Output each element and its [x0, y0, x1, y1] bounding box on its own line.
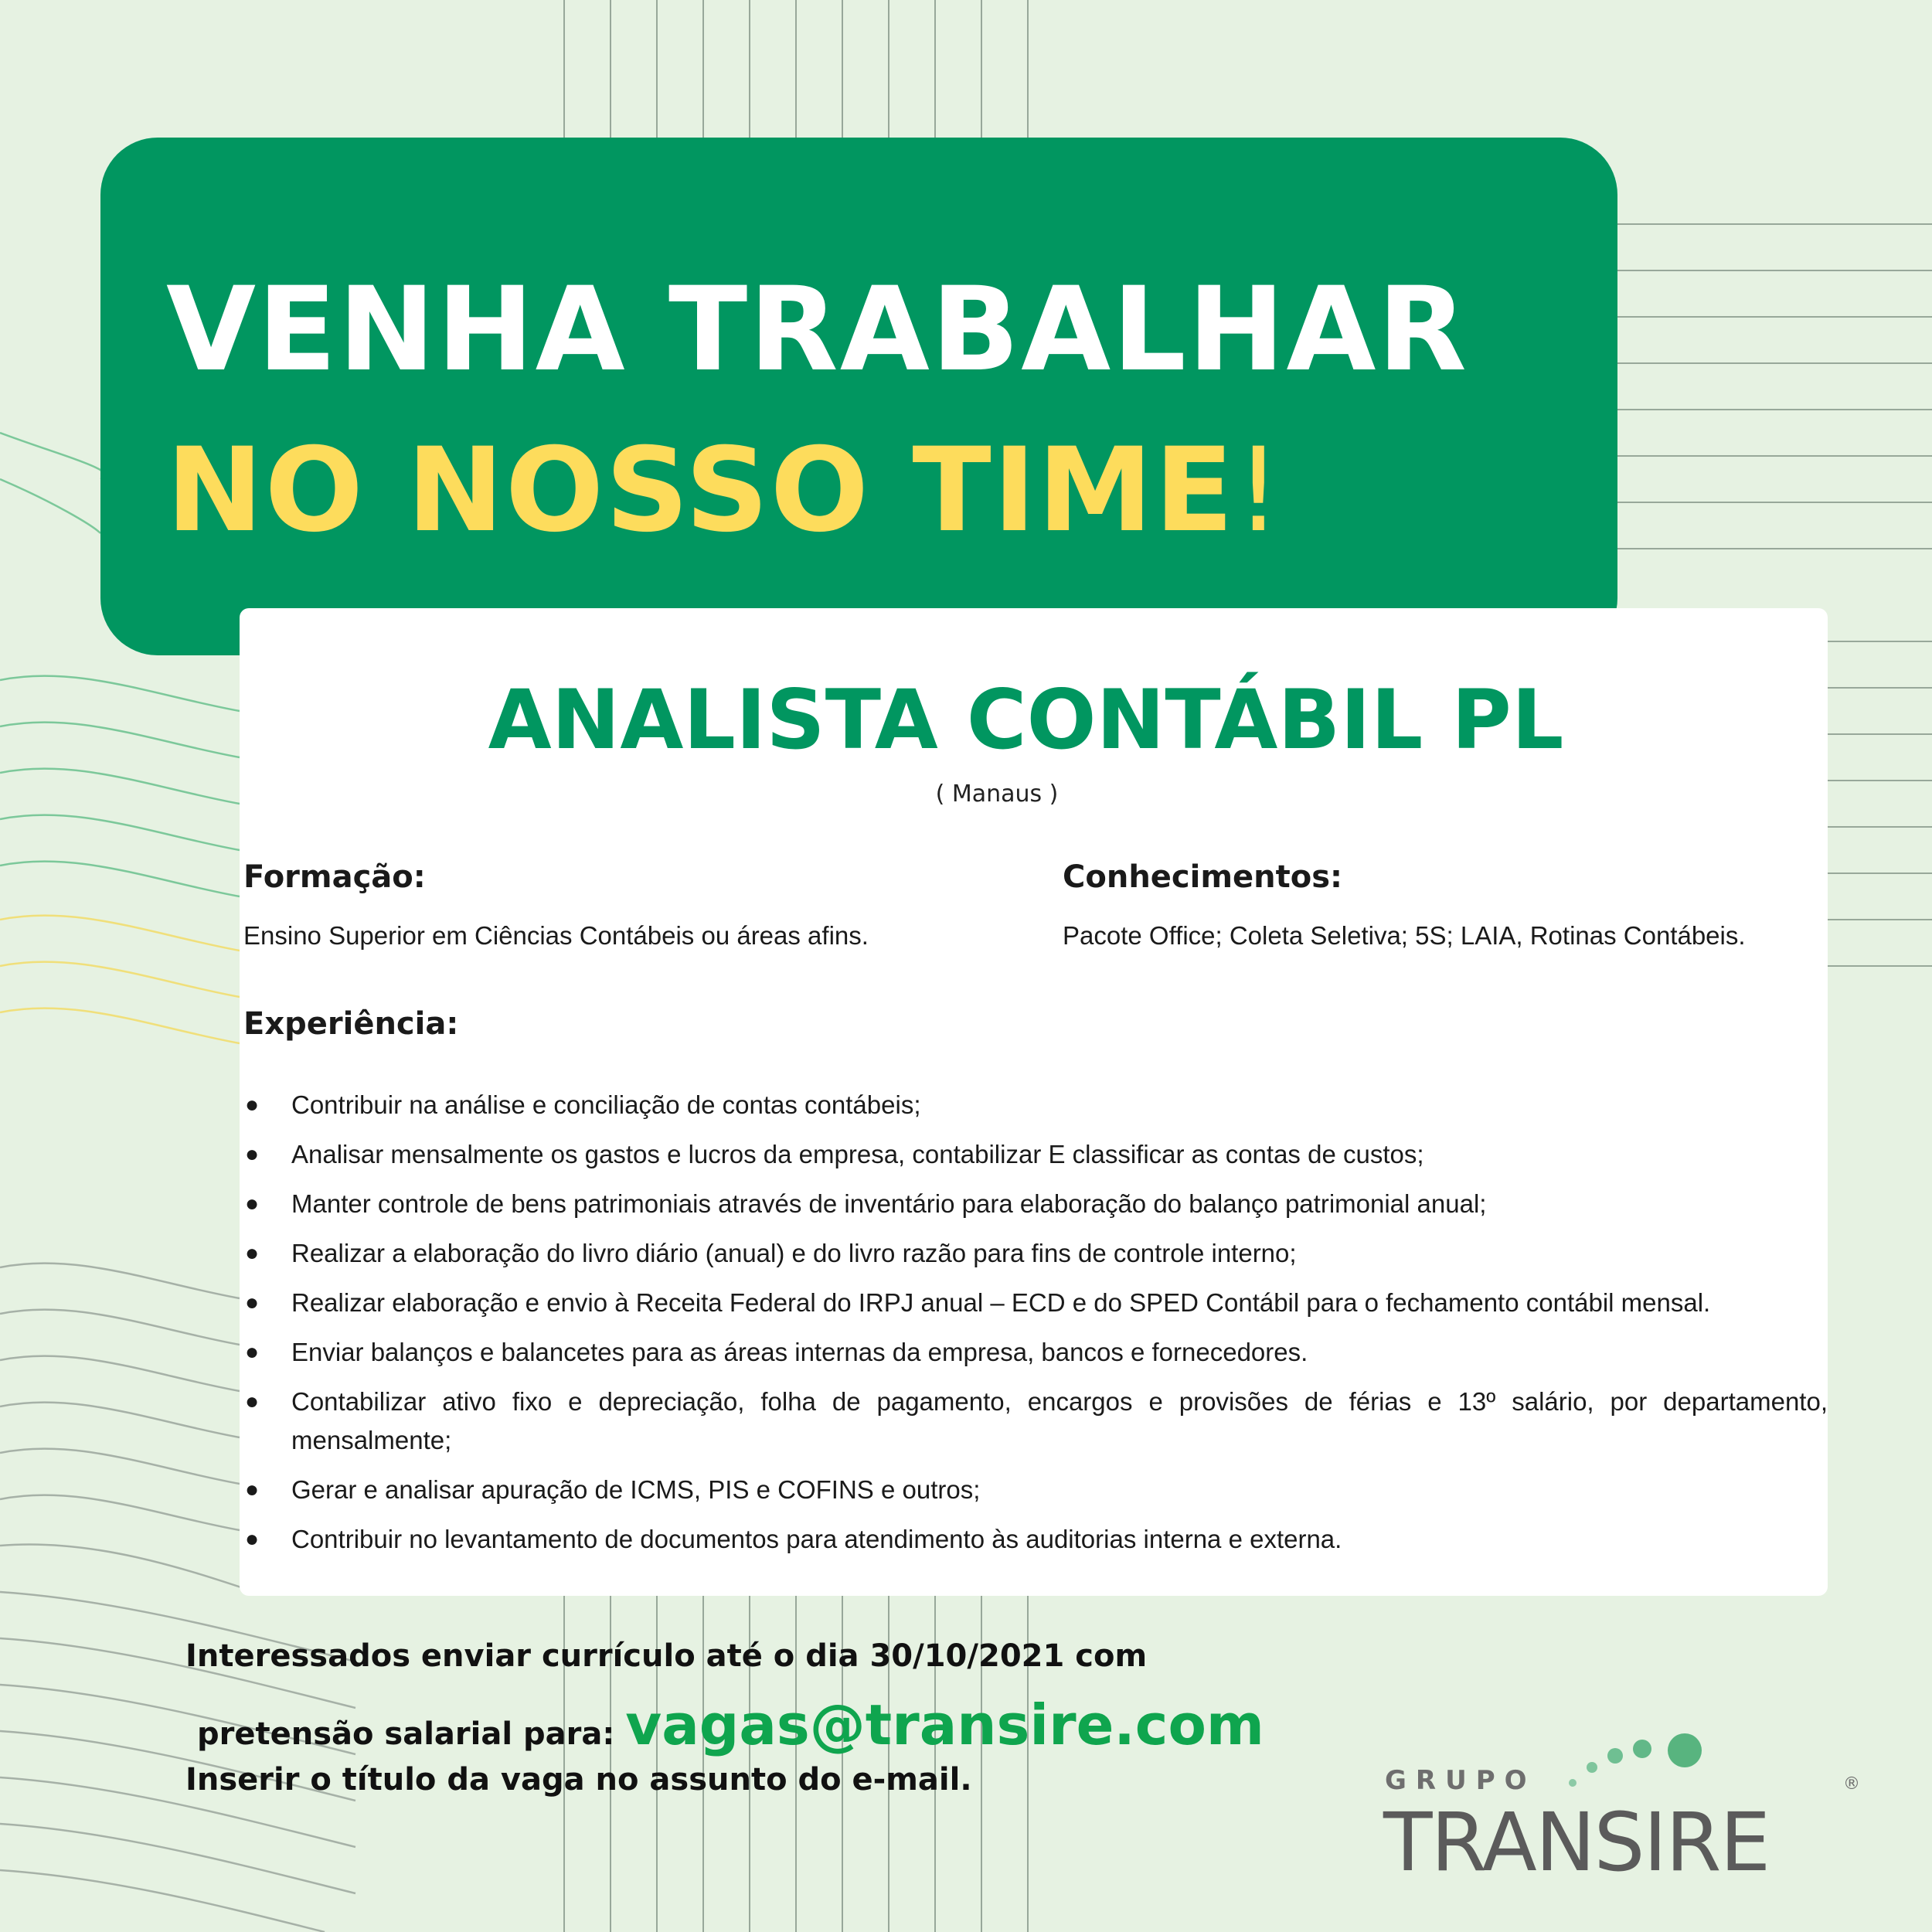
list-item-text: Contribuir no levantamento de documentos para atendimento às auditorias interna e externa.: [291, 1525, 1342, 1553]
list-item: [243, 1520, 1828, 1559]
bullet-icon: ●: [245, 1191, 260, 1216]
conhecimentos-heading: Conhecimentos:: [1063, 859, 1343, 895]
formacao-text: Ensino Superior em Ciências Contábeis ou áreas afins.: [243, 921, 869, 950]
formacao-heading: Formação:: [243, 859, 426, 895]
bullet-icon: ●: [245, 1389, 260, 1414]
list-item: [243, 1471, 1828, 1509]
list-item: [243, 1185, 1828, 1223]
list-item-text: Realizar elaboração e envio à Receita Federal do IRPJ anual – ECD e do SPED Contábil para o fechamento contábil mensal.: [291, 1288, 1711, 1317]
contact-line-3: Inserir o título da vaga no assunto do e-mail.: [185, 1762, 972, 1798]
contact-line-2-prefix: pretensão salarial para:: [197, 1716, 615, 1752]
headline-exclamation: !: [1235, 423, 1284, 558]
logo-transire-text: TRANSIRE: [1383, 1795, 1770, 1889]
bullet-icon: ●: [245, 1240, 260, 1266]
experiencia-list: [243, 1086, 1828, 1570]
list-item: [243, 1333, 1828, 1372]
list-item: [243, 1234, 1828, 1273]
headline-line-1: VENHA TRABALHAR: [166, 263, 1468, 397]
logo-grupo-text: GRUPO: [1385, 1765, 1536, 1796]
bullet-icon: ●: [245, 1290, 260, 1315]
list-item-text: Enviar balanços e balancetes para as áreas internas da empresa, bancos e fornecedores.: [291, 1338, 1308, 1366]
list-item-text: Contabilizar ativo fixo e depreciação, folha de pagamento, encargos e provisões de férias e 13º salário, por departamento, mensalmente;: [291, 1387, 1828, 1454]
conhecimentos-text: Pacote Office; Coleta Seletiva; 5S; LAIA, Rotinas Contábeis.: [1063, 921, 1746, 950]
bullet-icon: ●: [245, 1477, 260, 1502]
list-item-text: Analisar mensalmente os gastos e lucros da empresa, contabilizar E classificar as contas de custos;: [291, 1140, 1424, 1168]
contact-line-1: Interessados enviar currículo até o dia 30/10/2021 com: [185, 1638, 1148, 1674]
headline-line-2-text: NO NOSSO TIME: [166, 423, 1236, 558]
bullet-icon: ●: [245, 1092, 260, 1117]
list-item: [243, 1135, 1828, 1174]
email-link[interactable]: vagas@transire.com: [625, 1692, 1264, 1757]
list-item: [243, 1383, 1828, 1460]
list-item: [243, 1284, 1828, 1322]
list-item-text: Gerar e analisar apuração de ICMS, PIS e COFINS e outros;: [291, 1475, 981, 1504]
logo-registered-mark: ®: [1843, 1774, 1860, 1794]
list-item-text: Contribuir na análise e conciliação de contas contábeis;: [291, 1090, 921, 1119]
headline-line-2: [166, 423, 1283, 558]
transire-logo: [1376, 1719, 1870, 1897]
job-title: ANALISTA CONTÁBIL PL: [488, 672, 1564, 767]
job-location: ( Manaus ): [935, 781, 1059, 808]
list-item-text: Realizar a elaboração do livro diário (anual) e do livro razão para fins de controle interno;: [291, 1239, 1297, 1267]
bullet-icon: ●: [245, 1339, 260, 1365]
contact-line-2: [197, 1692, 1264, 1757]
bullet-icon: ●: [245, 1526, 260, 1552]
list-item: [243, 1086, 1828, 1124]
experiencia-heading: Experiência:: [243, 1006, 459, 1042]
bullet-icon: ●: [245, 1141, 260, 1167]
list-item-text: Manter controle de bens patrimoniais através de inventário para elaboração do balanço patrimonial anual;: [291, 1189, 1487, 1218]
